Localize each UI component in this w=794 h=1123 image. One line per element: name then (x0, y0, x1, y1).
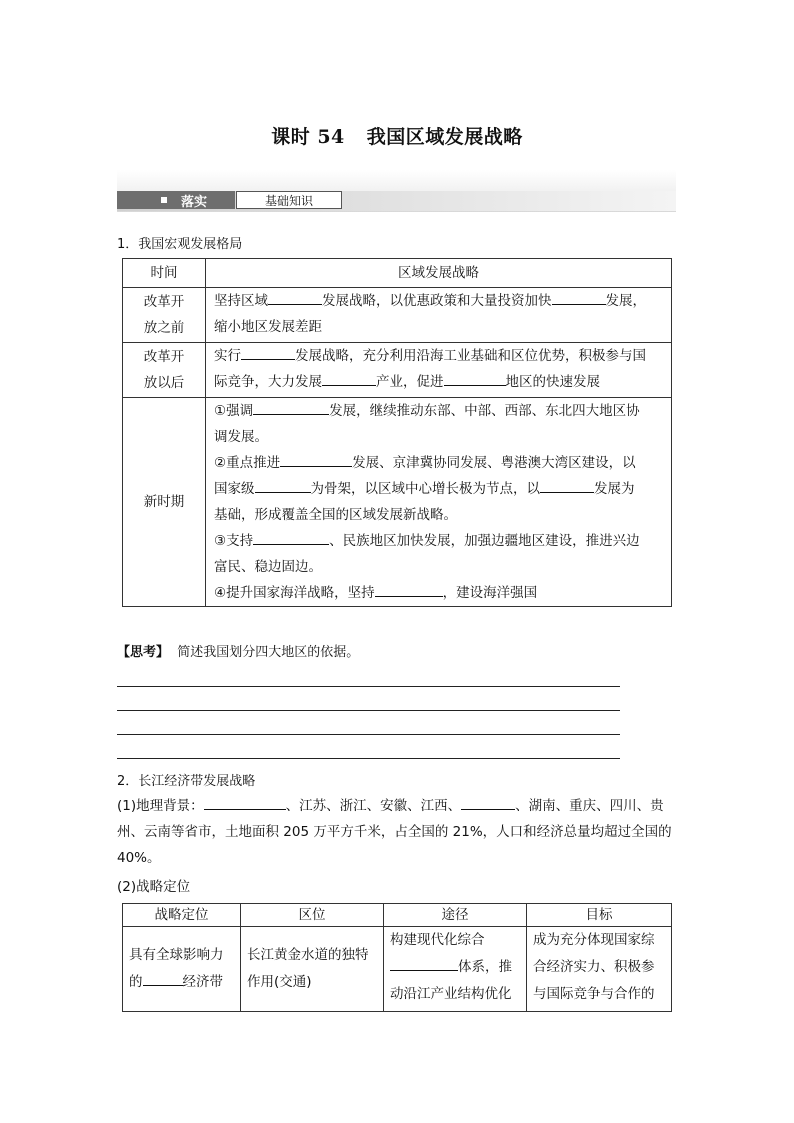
fill-blank[interactable] (255, 478, 311, 493)
macro-development-table (122, 258, 672, 607)
text: 与国际竞争与合作的 (533, 986, 655, 1002)
cell-positioning (123, 927, 241, 1012)
text: 发展战略，以优惠政策和大量投资加快 (322, 293, 552, 309)
fill-blank[interactable] (461, 795, 515, 810)
header-approach: 途径 (384, 904, 527, 927)
text: 长江黄金水道的独特 (247, 947, 369, 963)
table-row (123, 288, 672, 343)
text: 合经济实力、积极参 (533, 959, 655, 975)
fill-blank[interactable] (268, 290, 322, 305)
row-time-line: 放以后 (143, 375, 185, 391)
answer-line[interactable] (117, 758, 620, 759)
text: 构建现代化综合 (390, 932, 485, 948)
text: 基础，形成覆盖全国的区域发展新战略。 (214, 507, 457, 523)
row-strategy (206, 343, 672, 398)
row-time (123, 343, 206, 398)
text: 国家级 (214, 481, 255, 497)
think-question: 简述我国划分四大地区的依据。 (177, 645, 360, 660)
text: 、江苏、浙江、安徽、江西、 (285, 798, 462, 814)
row-time (123, 288, 206, 343)
fill-blank[interactable] (322, 371, 376, 386)
fill-blank[interactable] (375, 582, 443, 597)
text: 为骨架，以区域中心增长极为节点，以 (310, 481, 540, 497)
banner-tag-label: 落实 (181, 194, 208, 210)
cell-goal (527, 927, 672, 1012)
text: 40%。 (117, 850, 161, 866)
think-label: 【思考】 (117, 645, 170, 660)
text: 发展战略，充分利用沿海工业基础和区位优势，积极参与国 (295, 348, 646, 364)
fill-blank[interactable] (241, 345, 295, 360)
text: 的 (129, 974, 143, 990)
row-strategy (206, 398, 672, 607)
header-location: 区位 (241, 904, 384, 927)
row-time: 新时期 (123, 398, 206, 607)
section1-heading: 1．我国宏观发展格局 (117, 237, 243, 252)
text: ④提升国家海洋战略，坚持 (214, 585, 375, 601)
text: ，建设海洋强国 (442, 585, 538, 601)
text: 富民、稳边固边。 (214, 559, 322, 575)
fill-blank[interactable] (253, 530, 329, 545)
section-banner-tag (117, 191, 235, 209)
table-header-row (123, 259, 672, 288)
text: 地区的快速发展 (505, 374, 600, 390)
cell-approach (384, 927, 527, 1012)
square-bullet-icon (161, 197, 167, 203)
fill-blank[interactable] (280, 452, 352, 467)
text: ③支持 (214, 533, 254, 549)
fill-blank[interactable] (552, 290, 606, 305)
text: 动沿江产业结构优化 (390, 986, 512, 1002)
text: 发展为 (594, 481, 635, 497)
section-banner-subtitle: 基础知识 (236, 191, 342, 209)
text: ②重点推进 (214, 455, 281, 471)
text: 作用(交通) (247, 974, 312, 990)
page-title (0, 122, 794, 149)
row-time-line: 改革开 (143, 349, 185, 365)
strategy-position-heading: (2)战略定位 (117, 879, 191, 895)
text: 、民族地区加快发展，加强边疆地区建设，推进兴边 (329, 533, 640, 549)
cell-location (241, 927, 384, 1012)
fill-blank[interactable] (204, 795, 286, 810)
text: 、湖南、重庆、四川、贵 (515, 798, 664, 814)
row-time-line: 改革开 (143, 294, 185, 310)
text: 调发展。 (214, 429, 268, 445)
text: 成为充分体现国家综 (533, 932, 655, 948)
text: 缩小地区发展差距 (214, 319, 322, 335)
table-header-row (123, 904, 672, 927)
fill-blank[interactable] (253, 400, 329, 415)
strategy-position-table (122, 903, 672, 1012)
text: 实行 (214, 348, 241, 364)
header-strategy: 区域发展战略 (206, 259, 672, 288)
lesson-number: 课时 54 (271, 126, 345, 148)
row-time-line: 放之前 (143, 320, 185, 336)
fill-blank[interactable] (143, 971, 183, 986)
table-row (123, 927, 672, 1012)
table-row (123, 398, 672, 607)
table-row (123, 343, 672, 398)
answer-line[interactable] (117, 686, 620, 687)
header-time: 时间 (123, 259, 206, 288)
text: 具有全球影响力 (129, 947, 224, 963)
text: 发展， (605, 293, 646, 309)
answer-line[interactable] (117, 734, 620, 735)
think-prompt (117, 641, 359, 660)
lesson-name: 我国区域发展战略 (366, 126, 523, 148)
text: 坚持区域 (214, 293, 268, 309)
answer-line[interactable] (117, 710, 620, 711)
text: 经济带 (182, 974, 223, 990)
text: 产业，促进 (376, 374, 444, 390)
header-goal: 目标 (527, 904, 672, 927)
text: 发展、京津冀协同发展、粤港澳大湾区建设，以 (352, 455, 636, 471)
text: 发展，继续推动东部、中部、西部、东北四大地区协 (329, 403, 640, 419)
text: 州、云南等省市，土地面积 205 万平方千米，占全国的 21%，人口和经济总量均超过全国的 (117, 824, 672, 840)
text: (1)地理背景： (117, 798, 204, 814)
fill-blank[interactable] (540, 478, 594, 493)
text: ①强调 (214, 403, 254, 419)
text: 际竞争，大力发展 (214, 374, 322, 390)
header-positioning: 战略定位 (123, 904, 241, 927)
row-strategy (206, 288, 672, 343)
geo-background-paragraph (117, 793, 677, 871)
section2-heading: 2．长江经济带发展战略 (117, 774, 256, 789)
text: 体系，推 (458, 959, 512, 975)
fill-blank[interactable] (390, 956, 458, 971)
fill-blank[interactable] (444, 371, 506, 386)
